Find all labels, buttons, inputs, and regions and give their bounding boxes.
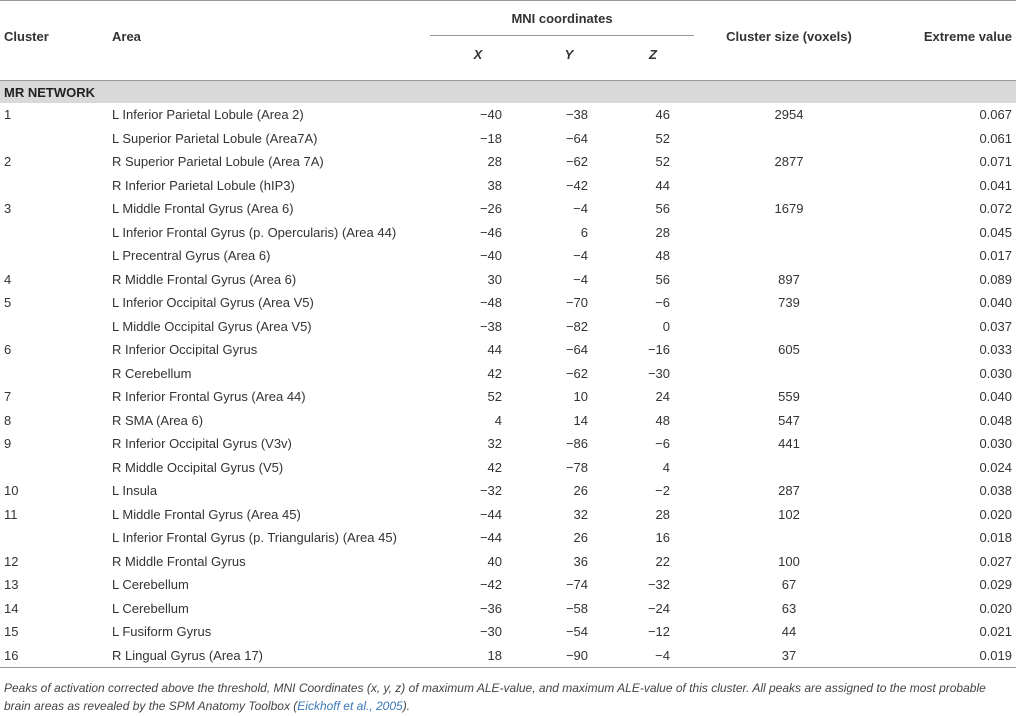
cell-z: 28 bbox=[655, 506, 670, 522]
cell-extreme-value: 0.089 bbox=[979, 271, 1012, 287]
cell-extreme-value: 0.067 bbox=[979, 107, 1012, 123]
caption-text: Peaks of activation corrected above the threshold, MNI Coordinates (x, y, z) of maximum ALE-value, and maximum ALE-value of this cluster. All peaks are assigned to the most probable brain areas as revealed by the SPM Anatomy Toolbox ( bbox=[4, 681, 986, 713]
cell-extreme-value: 0.030 bbox=[979, 436, 1012, 452]
cell-y: 26 bbox=[573, 530, 588, 546]
cell-cluster-size: 897 bbox=[778, 271, 800, 287]
cell-cluster: 16 bbox=[0, 644, 108, 668]
cell-y: 10 bbox=[573, 389, 588, 405]
cell-cluster-size: 63 bbox=[781, 600, 797, 616]
cell-y: −64 bbox=[565, 342, 588, 358]
cell-y: −86 bbox=[565, 436, 588, 452]
cell-z: 4 bbox=[662, 459, 670, 475]
cell-extreme-value: 0.048 bbox=[979, 412, 1012, 428]
table-row bbox=[0, 573, 1016, 597]
cell-y: −62 bbox=[565, 154, 588, 170]
header-row bbox=[0, 1, 1016, 36]
cell-area: L Precentral Gyrus (Area 6) bbox=[112, 248, 271, 264]
cell-cluster bbox=[0, 526, 108, 550]
header-cluster: Cluster bbox=[4, 29, 49, 44]
cell-z: 56 bbox=[655, 201, 670, 217]
cell-cluster-size bbox=[694, 127, 884, 151]
cell-y: −4 bbox=[573, 201, 588, 217]
cell-extreme-value: 0.071 bbox=[979, 154, 1012, 170]
table-row bbox=[0, 526, 1016, 550]
cell-x: −40 bbox=[479, 248, 502, 264]
cell-y: −54 bbox=[565, 624, 588, 640]
cell-cluster bbox=[0, 315, 108, 339]
cell-cluster: 4 bbox=[4, 271, 12, 287]
table-row bbox=[0, 268, 1016, 292]
table-row bbox=[0, 197, 1016, 221]
cell-z: 28 bbox=[655, 224, 670, 240]
cell-cluster-size: 547 bbox=[778, 412, 800, 428]
cell-area: L Middle Frontal Gyrus (Area 6) bbox=[112, 201, 294, 217]
header-cluster-size: Cluster size (voxels) bbox=[726, 29, 852, 44]
cell-x: 30 bbox=[487, 271, 502, 287]
cell-cluster: 10 bbox=[4, 483, 19, 499]
cell-x: −42 bbox=[479, 577, 502, 593]
header-extreme-value: Extreme value bbox=[923, 29, 1012, 44]
cell-cluster: 14 bbox=[4, 600, 19, 616]
cell-z: −4 bbox=[612, 644, 694, 668]
cell-area: R Inferior Occipital Gyrus bbox=[112, 342, 258, 358]
table-row bbox=[0, 362, 1016, 386]
cell-cluster-size bbox=[694, 174, 884, 198]
cell-cluster-size: 739 bbox=[778, 295, 800, 311]
cell-cluster-size: 37 bbox=[694, 644, 884, 668]
cell-x: −40 bbox=[479, 107, 502, 123]
cell-area: L Middle Occipital Gyrus (Area V5) bbox=[112, 318, 312, 334]
table-caption bbox=[4, 679, 1012, 715]
cell-y: −70 bbox=[565, 295, 588, 311]
cell-y: −90 bbox=[526, 644, 612, 668]
cell-x: −32 bbox=[479, 483, 502, 499]
cell-cluster-size bbox=[694, 221, 884, 245]
cell-area: R Inferior Occipital Gyrus (V3v) bbox=[112, 436, 292, 452]
header-bottom-spacer bbox=[0, 72, 1016, 81]
cell-extreme-value: 0.038 bbox=[979, 483, 1012, 499]
cell-cluster-size bbox=[694, 362, 884, 386]
cell-cluster-size: 441 bbox=[778, 436, 800, 452]
cell-cluster-size: 287 bbox=[778, 483, 800, 499]
cell-cluster-size bbox=[694, 315, 884, 339]
cell-area: R Inferior Frontal Gyrus (Area 44) bbox=[112, 389, 306, 405]
cell-y: −74 bbox=[565, 577, 588, 593]
table-row bbox=[0, 503, 1016, 527]
cell-z: 48 bbox=[655, 412, 670, 428]
cell-z: 16 bbox=[655, 530, 670, 546]
header-x: X bbox=[473, 46, 483, 62]
cell-cluster bbox=[0, 174, 108, 198]
cell-x: −30 bbox=[479, 624, 502, 640]
table-row bbox=[0, 597, 1016, 621]
cell-x: 52 bbox=[487, 389, 502, 405]
cell-y: −58 bbox=[565, 600, 588, 616]
cell-cluster-size: 2954 bbox=[774, 107, 804, 123]
cell-cluster bbox=[0, 456, 108, 480]
caption-end: ). bbox=[402, 699, 411, 713]
cell-extreme-value: 0.027 bbox=[979, 553, 1012, 569]
table-row bbox=[0, 127, 1016, 151]
cell-area: R Middle Frontal Gyrus (Area 6) bbox=[112, 271, 297, 287]
cell-cluster: 12 bbox=[4, 553, 19, 569]
cell-extreme-value: 0.061 bbox=[979, 130, 1012, 146]
cell-cluster-size: 100 bbox=[778, 553, 800, 569]
cell-x: 28 bbox=[487, 154, 502, 170]
cell-area: R Middle Frontal Gyrus bbox=[112, 553, 246, 569]
table-row bbox=[0, 315, 1016, 339]
cell-z: −6 bbox=[655, 295, 670, 311]
cell-y: 6 bbox=[580, 224, 588, 240]
table-row bbox=[0, 620, 1016, 644]
cell-cluster: 9 bbox=[4, 436, 12, 452]
cell-extreme-value: 0.017 bbox=[979, 248, 1012, 264]
cell-z: 44 bbox=[655, 177, 670, 193]
cell-area: L Inferior Parietal Lobule (Area 2) bbox=[112, 107, 304, 123]
table-row bbox=[0, 409, 1016, 433]
cell-cluster: 13 bbox=[4, 577, 19, 593]
cell-area: L Inferior Frontal Gyrus (p. Triangularis) (Area 45) bbox=[112, 530, 397, 546]
cell-cluster: 15 bbox=[4, 624, 19, 640]
cell-z: −24 bbox=[647, 600, 670, 616]
cell-y: −64 bbox=[565, 130, 588, 146]
cell-x: 38 bbox=[487, 177, 502, 193]
cell-cluster: 8 bbox=[4, 412, 12, 428]
cell-z: 56 bbox=[655, 271, 670, 287]
header-area: Area bbox=[112, 29, 141, 44]
cell-extreme-value: 0.021 bbox=[979, 624, 1012, 640]
cell-x: 42 bbox=[487, 459, 502, 475]
cell-cluster-size: 2877 bbox=[774, 154, 804, 170]
cell-cluster: 2 bbox=[4, 154, 12, 170]
cell-z: −6 bbox=[655, 436, 670, 452]
cell-x: 18 bbox=[430, 644, 526, 668]
cell-area: R Inferior Parietal Lobule (hIP3) bbox=[112, 177, 295, 193]
cell-x: −44 bbox=[479, 530, 502, 546]
cell-x: 4 bbox=[494, 412, 502, 428]
cell-extreme-value: 0.029 bbox=[979, 577, 1012, 593]
cell-area: L Cerebellum bbox=[112, 600, 189, 616]
cell-cluster: 11 bbox=[4, 506, 18, 522]
cell-area: R Middle Occipital Gyrus (V5) bbox=[112, 459, 284, 475]
cell-z: −12 bbox=[647, 624, 670, 640]
cell-cluster-size bbox=[694, 526, 884, 550]
cell-z: −16 bbox=[647, 342, 670, 358]
table-row bbox=[0, 150, 1016, 174]
cell-extreme-value: 0.020 bbox=[979, 600, 1012, 616]
header-z: Z bbox=[649, 46, 657, 62]
cell-y: 14 bbox=[573, 412, 588, 428]
header-mni-coordinates: MNI coordinates bbox=[430, 1, 694, 36]
cell-y: −38 bbox=[565, 107, 588, 123]
cell-cluster: 3 bbox=[4, 201, 12, 217]
header-y: Y bbox=[564, 46, 574, 62]
table-row bbox=[0, 550, 1016, 574]
cell-z: 0 bbox=[662, 318, 670, 334]
cell-extreme-value: 0.072 bbox=[979, 201, 1012, 217]
cell-extreme-value: 0.040 bbox=[979, 389, 1012, 405]
cell-extreme-value: 0.020 bbox=[979, 506, 1012, 522]
cell-area: L Cerebellum bbox=[112, 577, 189, 593]
cell-cluster-size: 67 bbox=[781, 577, 797, 593]
cell-cluster: 6 bbox=[4, 342, 12, 358]
cell-x: 44 bbox=[487, 342, 502, 358]
cell-cluster bbox=[0, 221, 108, 245]
cell-area: L Middle Frontal Gyrus (Area 45) bbox=[112, 506, 301, 522]
table-row bbox=[0, 385, 1016, 409]
cell-y: 26 bbox=[573, 483, 588, 499]
cell-z: 24 bbox=[655, 389, 670, 405]
cell-cluster bbox=[0, 127, 108, 151]
table-row bbox=[0, 479, 1016, 503]
cell-x: 32 bbox=[487, 436, 502, 452]
cell-extreme-value: 0.024 bbox=[979, 459, 1012, 475]
cell-y: −4 bbox=[573, 271, 588, 287]
table-row bbox=[0, 244, 1016, 268]
cell-area: R Lingual Gyrus (Area 17) bbox=[108, 644, 430, 668]
table-row bbox=[0, 338, 1016, 362]
cell-y: −4 bbox=[573, 248, 588, 264]
section-row bbox=[0, 81, 1016, 104]
cell-area: L Insula bbox=[112, 483, 158, 499]
section-label: MR NETWORK bbox=[0, 81, 1016, 104]
cell-z: 48 bbox=[655, 248, 670, 264]
cell-z: −30 bbox=[647, 365, 670, 381]
cell-x: −48 bbox=[479, 295, 502, 311]
cell-x: −44 bbox=[479, 506, 502, 522]
cell-y: −62 bbox=[565, 365, 588, 381]
cell-area: L Superior Parietal Lobule (Area7A) bbox=[112, 130, 318, 146]
cell-extreme-value: 0.040 bbox=[979, 295, 1012, 311]
cell-z: 52 bbox=[655, 130, 670, 146]
caption-reference-link[interactable]: Eickhoff et al., 2005 bbox=[297, 699, 403, 713]
cell-x: −46 bbox=[479, 224, 502, 240]
cell-extreme-value: 0.018 bbox=[979, 530, 1012, 546]
cell-area: R SMA (Area 6) bbox=[112, 412, 204, 428]
table-row bbox=[0, 174, 1016, 198]
cell-cluster-size bbox=[694, 456, 884, 480]
cell-area: L Inferior Occipital Gyrus (Area V5) bbox=[112, 295, 314, 311]
cell-cluster: 5 bbox=[4, 295, 12, 311]
table-row bbox=[0, 221, 1016, 245]
cell-y: −78 bbox=[565, 459, 588, 475]
cell-x: −38 bbox=[479, 318, 502, 334]
table-row bbox=[0, 644, 1016, 668]
cell-extreme-value: 0.033 bbox=[979, 342, 1012, 358]
cell-cluster-size: 605 bbox=[778, 342, 800, 358]
cell-z: −2 bbox=[655, 483, 670, 499]
cell-cluster-size: 1679 bbox=[774, 201, 804, 217]
cell-cluster-size: 44 bbox=[781, 624, 797, 640]
cell-area: L Fusiform Gyrus bbox=[112, 624, 212, 640]
cell-cluster: 7 bbox=[4, 389, 12, 405]
table-row bbox=[0, 432, 1016, 456]
cell-x: −36 bbox=[479, 600, 502, 616]
cell-y: 32 bbox=[573, 506, 588, 522]
cell-x: 40 bbox=[487, 553, 502, 569]
cell-y: −82 bbox=[565, 318, 588, 334]
cell-extreme-value: 0.037 bbox=[979, 318, 1012, 334]
cell-x: −18 bbox=[479, 130, 502, 146]
cell-z: 52 bbox=[655, 154, 670, 170]
cell-area: R Cerebellum bbox=[112, 365, 192, 381]
table-row bbox=[0, 103, 1016, 127]
cell-z: 46 bbox=[655, 107, 670, 123]
cell-cluster-size: 102 bbox=[778, 506, 800, 522]
cell-extreme-value: 0.045 bbox=[979, 224, 1012, 240]
table-row bbox=[0, 456, 1016, 480]
cell-cluster: 1 bbox=[4, 107, 12, 123]
table-row bbox=[0, 291, 1016, 315]
cell-y: −42 bbox=[565, 177, 588, 193]
cell-y: 36 bbox=[573, 553, 588, 569]
cell-cluster-size: 559 bbox=[778, 389, 800, 405]
cell-area: L Inferior Frontal Gyrus (p. Opercularis) (Area 44) bbox=[112, 224, 397, 240]
cell-x: −26 bbox=[479, 201, 502, 217]
table-body bbox=[0, 81, 1016, 668]
cell-z: 22 bbox=[655, 553, 670, 569]
cell-cluster-size bbox=[694, 244, 884, 268]
cell-cluster bbox=[0, 362, 108, 386]
cell-extreme-value: 0.030 bbox=[979, 365, 1012, 381]
cell-cluster bbox=[0, 244, 108, 268]
cell-area: R Superior Parietal Lobule (Area 7A) bbox=[112, 154, 324, 170]
cell-extreme-value: 0.019 bbox=[884, 644, 1016, 668]
cell-extreme-value: 0.041 bbox=[979, 177, 1012, 193]
cell-z: −32 bbox=[647, 577, 670, 593]
cell-x: 42 bbox=[487, 365, 502, 381]
